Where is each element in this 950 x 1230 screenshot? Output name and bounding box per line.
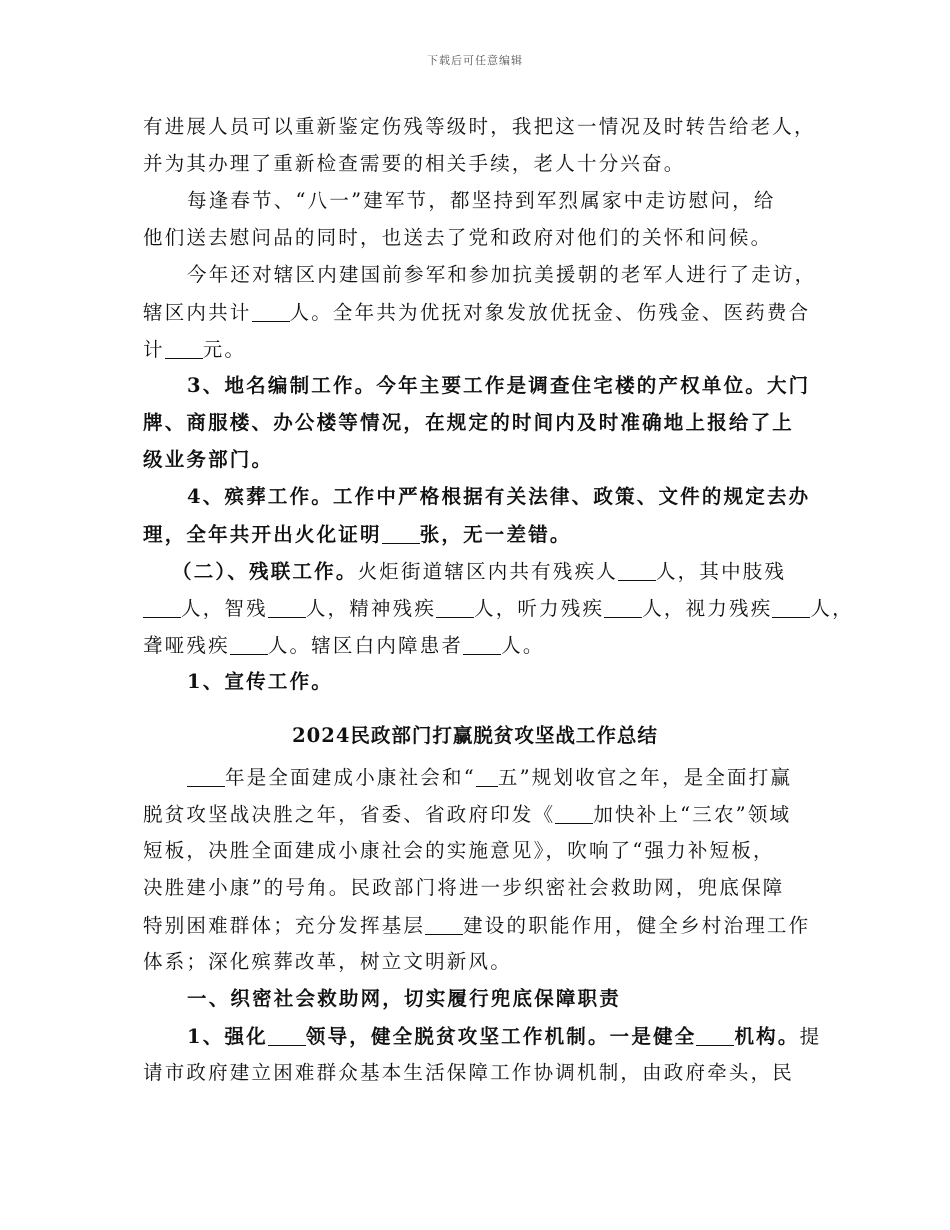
blank-underline [268, 597, 306, 618]
section-heading-line: 牌、商服楼、办公楼等情况，在规定的时间内及时准确地上报给了上 [143, 411, 795, 434]
paragraph-line: 每逢春节、“八一”建军节，都坚持到军烈属家中走访慰问，给 [187, 189, 776, 212]
section-heading-line: 一、织密社会救助网，切实履行兜底保障职责 [187, 987, 622, 1010]
paragraph-line: 并为其办理了重新检查需要的相关手续，老人十分兴奋。 [143, 152, 686, 175]
paragraph-line: 脱贫攻坚战决胜之年，省委、省政府印发《 加快补上“三农”领域 [143, 803, 792, 826]
blank-underline [382, 523, 420, 544]
paragraph-line: 年是全面建成小康社会和“ 五”规划收官之年，是全面打赢 [187, 766, 867, 789]
paragraph-line: 特别困难群体；充分发挥基层 建设的职能作用，健全乡村治理工作 [143, 914, 811, 937]
paragraph-line: 短板，决胜全面建成小康社会的实施意见》，吹响了“强力补短板， [143, 839, 775, 862]
blank-underline [187, 766, 225, 787]
blank-underline [555, 803, 593, 824]
document-title: 2024民政部门打赢脱贫攻坚战工作总结 [292, 724, 658, 747]
blank-underline [268, 1025, 306, 1046]
blank-underline [165, 338, 203, 359]
paragraph-line: 决胜建小康”的号角。民政部门将进一步织密社会救助网，兜底保障 [143, 876, 785, 899]
paragraph-line: 辖区内共计 人。全年共为优抚对象发放优抚金、伤残金、医药费合 [143, 301, 811, 324]
blank-underline [604, 597, 642, 618]
paragraph-line: （二）、残联工作。火炬街道辖区内共有残疾人 人，其中肢残 [172, 560, 787, 583]
blank-underline [463, 634, 501, 655]
blank-underline [618, 560, 656, 581]
section-heading-line: 3、地名编制工作。今年主要工作是调查住宅楼的产权单位。大门 [187, 374, 811, 397]
paragraph-line: 今年还对辖区内建国前参军和参加抗美援朝的老军人进行了走访， [187, 263, 817, 286]
paragraph-line: 1、强化 领导，健全脱贫攻坚工作机制。一是健全 机构。提 [187, 1025, 822, 1048]
section-heading-line: 理，全年共开出火化证明 张，无一差错。 [143, 523, 572, 546]
section-heading-line: 1、宣传工作。 [187, 670, 333, 693]
blank-underline [476, 766, 498, 787]
blank-underline [230, 634, 268, 655]
blank-underline [772, 597, 810, 618]
paragraph-line: 体系；深化殡葬改革，树立文明新风。 [143, 950, 512, 973]
paragraph-line: 有进展人员可以重新鉴定伤残等级时，我把这一情况及时转告给老人， [143, 115, 816, 138]
blank-underline [252, 301, 290, 322]
paragraph-line: 聋哑残疾 人。辖区白内障患者 人。 [143, 634, 545, 657]
blank-underline [425, 914, 463, 935]
paragraph-line: 人，智残 人，精神残疾 人，听力残疾 人，视力残疾 人， [143, 597, 823, 620]
section-heading-line: 4、殡葬工作。工作中严格根据有关法律、政策、文件的规定去办 [187, 485, 811, 508]
blank-underline [436, 597, 474, 618]
section-heading-line: 级业务部门。 [143, 448, 274, 471]
paragraph-line: 请市政府建立困难群众基本生活保障工作协调机制，由政府牵头，民 [143, 1061, 795, 1084]
paragraph-line: 计 元。 [143, 338, 247, 361]
page-header: 下载后可任意编辑 [427, 54, 523, 67]
blank-underline [143, 597, 181, 618]
blank-underline [696, 1025, 734, 1046]
paragraph-line: 他们送去慰问品的同时，也送去了党和政府对他们的关怀和问候。 [143, 226, 773, 249]
